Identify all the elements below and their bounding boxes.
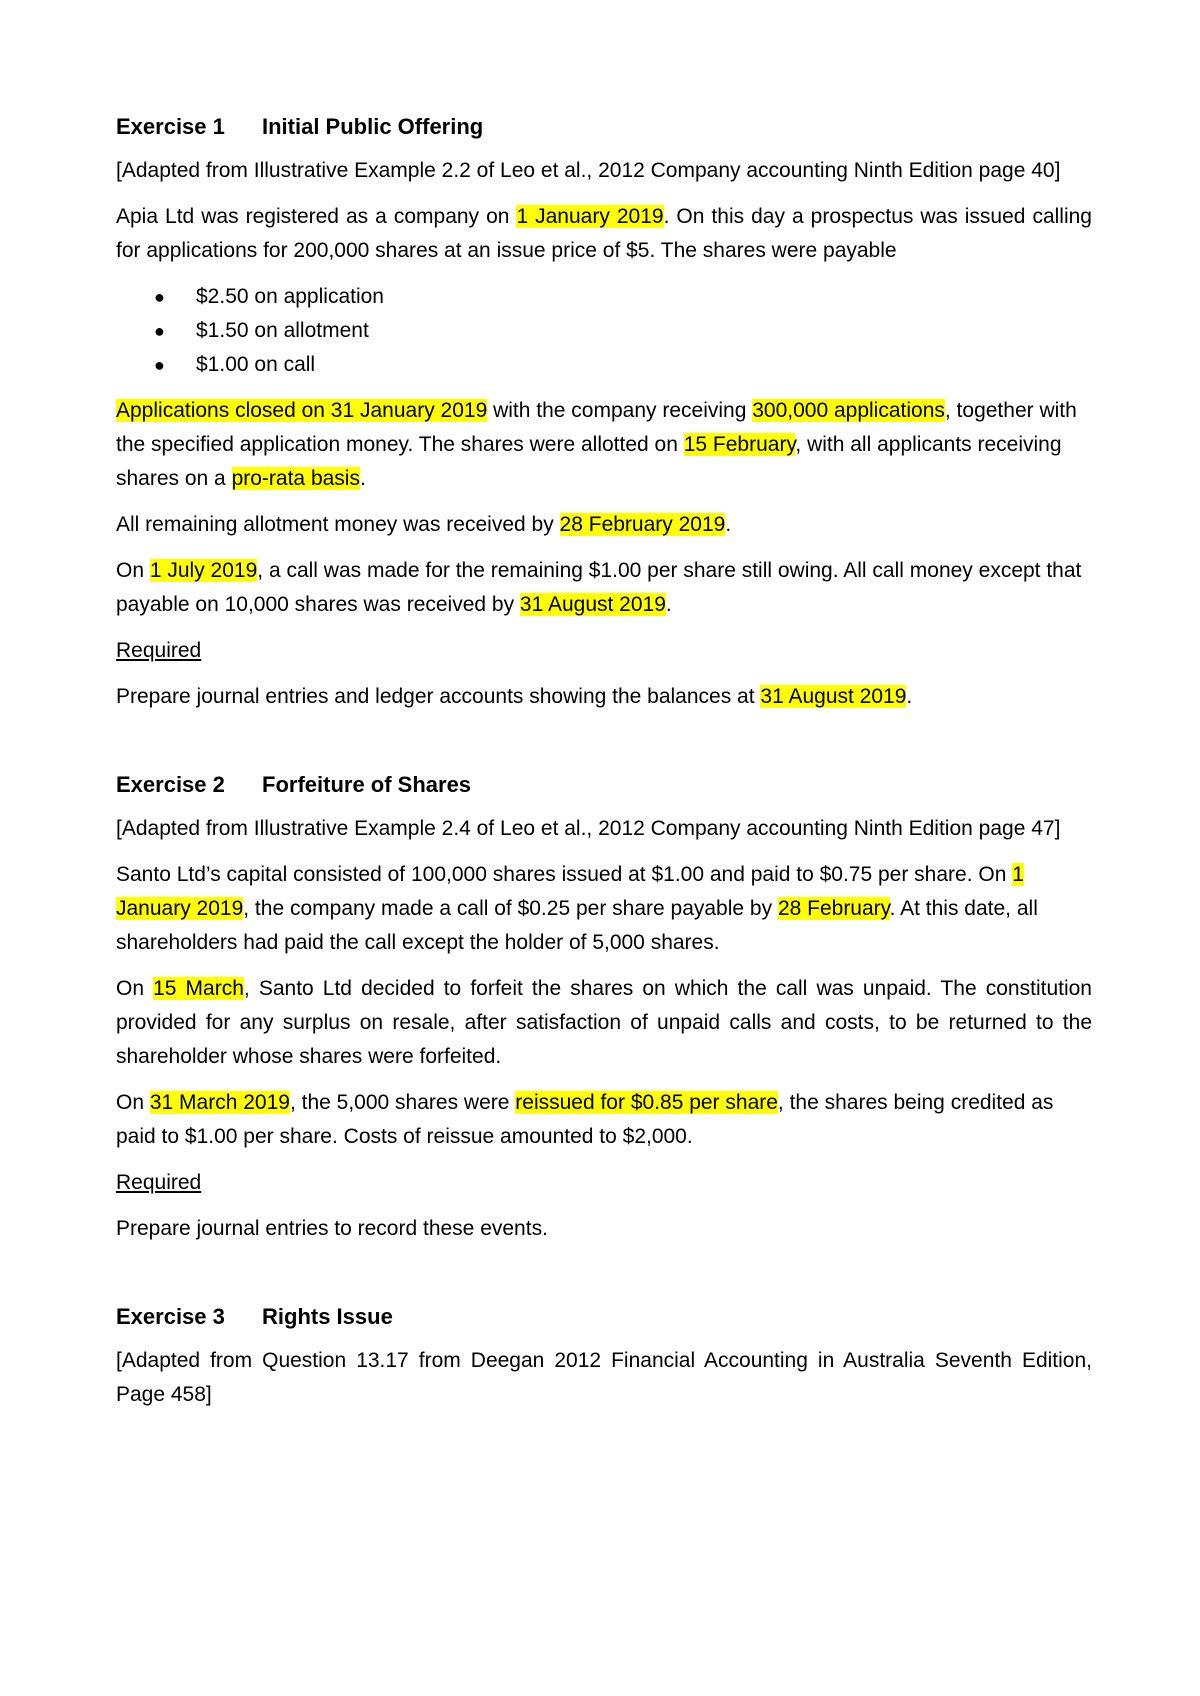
text-run: , a call was made for the remaining $1.00 per share still owing. All call money except that payable on 10,000 shares was received by xyxy=(116,559,1082,616)
text-run: All remaining allotment money was received by xyxy=(116,513,560,536)
highlight: 31 August 2019 xyxy=(760,685,907,708)
text-run: , Santo Ltd decided to forfeit the shares on which the call was unpaid. The constitution provided for any surplus on resale, after satisfaction of unpaid calls and costs, to be returned to the shareholder whose shares were forfeited. xyxy=(116,977,1092,1068)
text-run: , the company made a call of $0.25 per share payable by xyxy=(243,897,778,920)
highlight: 1 January 2019 xyxy=(516,205,664,228)
highlight: 31 March 2019 xyxy=(149,1091,290,1114)
highlight: 28 February 2019 xyxy=(559,513,726,536)
highlight: 28 February xyxy=(777,897,890,920)
highlight: 15 March xyxy=(153,977,244,1000)
list-item-text: $1.50 on allotment xyxy=(196,319,369,342)
text-run: . xyxy=(359,467,366,490)
highlight: reissued for $0.85 per share xyxy=(515,1091,778,1114)
list-item-text: $2.50 on application xyxy=(196,285,384,308)
highlight: 300,000 applications xyxy=(752,399,945,422)
highlight: pro-rata basis xyxy=(231,467,360,490)
exercise-3-title: Rights Issue xyxy=(262,1304,393,1329)
exercise-2-title: Forfeiture of Shares xyxy=(262,772,472,797)
highlight: 1 January 2019 xyxy=(116,863,1024,920)
highlight: Applications closed on 31 January 2019 xyxy=(116,399,488,422)
exercise-3-source: [Adapted from Question 13.17 from Deegan 2012 Financial Accounting in Australia Seventh Edition, Page 458] xyxy=(116,1349,1092,1406)
text-run: On xyxy=(116,1091,150,1114)
exercise-2-paragraph-2 xyxy=(116,972,1092,1074)
text-run: Apia Ltd was registered as a company on xyxy=(116,205,517,228)
text-run: . On this day a prospectus was issued calling for applications for 200,000 shares at an issue price of $5. The shares were payable xyxy=(116,205,1092,262)
exercise-1-paragraph-2 xyxy=(116,394,1092,496)
exercise-1-required-label: Required xyxy=(116,639,202,662)
list-item xyxy=(116,280,1092,314)
exercise-1-number: Exercise 1 xyxy=(116,114,225,139)
exercise-1-paragraph-3 xyxy=(116,508,1092,542)
highlight: 15 February xyxy=(683,433,796,456)
exercise-1-task xyxy=(116,680,1092,714)
exercise-2-task: Prepare journal entries to record these events. xyxy=(116,1217,548,1240)
exercise-1-title: Initial Public Offering xyxy=(262,114,484,139)
text-run: On xyxy=(116,559,150,582)
exercise-1-paragraph-1 xyxy=(116,200,1092,268)
text-run: Santo Ltd’s capital consisted of 100,000 shares issued at $1.00 and paid to $0.75 per share. On xyxy=(116,863,1013,886)
text-run: with the company receiving xyxy=(487,399,753,422)
bullet-icon: ● xyxy=(154,355,165,375)
text-run: , together with the specified application money. The shares were allotted on xyxy=(116,399,1077,456)
exercise-2-heading xyxy=(116,770,1092,800)
bullet-icon: ● xyxy=(154,287,165,307)
text-run: , the 5,000 shares were xyxy=(289,1091,516,1114)
exercise-2-paragraph-1 xyxy=(116,858,1092,960)
exercise-2-paragraph-3 xyxy=(116,1086,1092,1154)
section-spacer xyxy=(116,726,1092,770)
payment-schedule-list xyxy=(116,280,1092,382)
exercise-1-paragraph-4 xyxy=(116,554,1092,622)
text-run: . At this date, all shareholders had paid the call except the holder of 5,000 shares. xyxy=(116,897,1038,954)
text-run: . xyxy=(665,593,672,616)
exercise-3-heading xyxy=(116,1302,1092,1332)
list-item xyxy=(116,348,1092,382)
text-run: Prepare journal entries and ledger accounts showing the balances at xyxy=(116,685,761,708)
list-item-text: $1.00 on call xyxy=(196,353,316,376)
exercise-1-source: [Adapted from Illustrative Example 2.2 of Leo et al., 2012 Company accounting Ninth Edition page 40] xyxy=(116,159,1061,182)
list-item xyxy=(116,314,1092,348)
exercise-3-number: Exercise 3 xyxy=(116,1304,225,1329)
exercise-1-heading xyxy=(116,112,1092,142)
exercise-2-required-label: Required xyxy=(116,1171,202,1194)
text-run: . xyxy=(725,513,732,536)
bullet-icon: ● xyxy=(154,321,165,341)
highlight: 31 August 2019 xyxy=(519,593,666,616)
text-run: . xyxy=(906,685,913,708)
highlight: 1 July 2019 xyxy=(149,559,258,582)
exercise-2-number: Exercise 2 xyxy=(116,772,225,797)
text-run: , with all applicants receiving shares on a xyxy=(116,433,1062,490)
text-run: On xyxy=(116,977,154,1000)
section-spacer xyxy=(116,1258,1092,1302)
exercise-2-source: [Adapted from Illustrative Example 2.4 of Leo et al., 2012 Company accounting Ninth Edition page 47] xyxy=(116,817,1061,840)
text-run: , the shares being credited as paid to $1.00 per share. Costs of reissue amounted to $2,000. xyxy=(116,1091,1054,1148)
